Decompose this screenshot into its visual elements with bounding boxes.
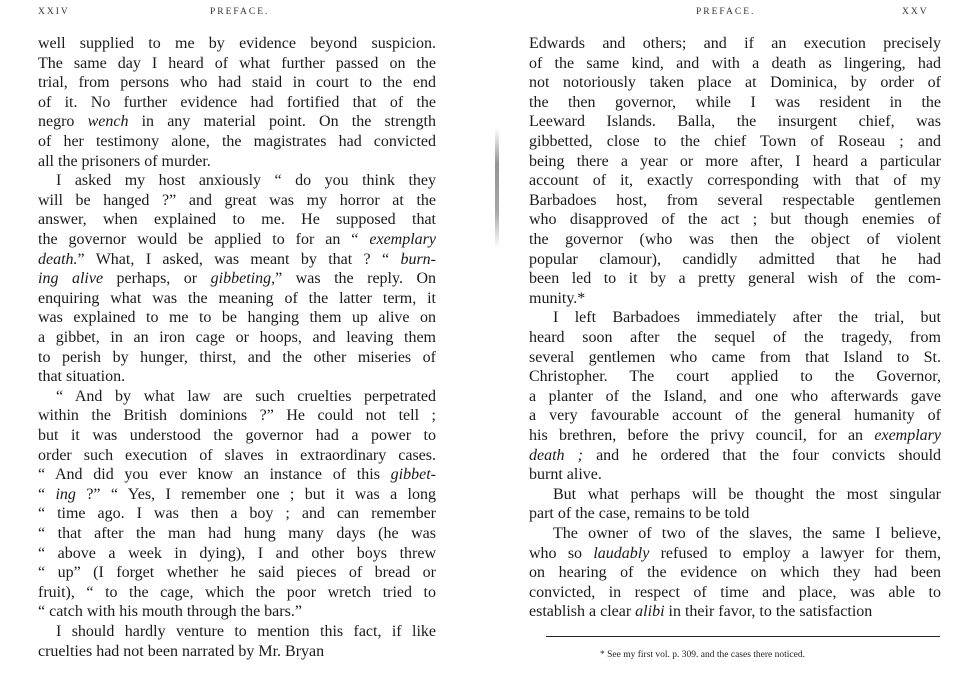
text-line: a very favourable account of the general humanity of — [529, 407, 941, 425]
left-running-head: PREFACE. — [210, 7, 270, 17]
text-line: enquiring what was the meaning of the latter term, it — [38, 289, 436, 307]
text-line: several gentlemen who came from that Island to St. — [529, 348, 941, 366]
text-line: The owner of two of the slaves, the same I believe, — [553, 525, 941, 542]
text-line: cruelties had not been narrated by Mr. Bryan — [38, 642, 325, 660]
text-line: all the prisoners of murder. — [38, 152, 211, 170]
text-line: the governor (who was then the object of violent — [529, 231, 941, 248]
text-line: Barbadoes host, from several respectable gentlemen — [529, 191, 941, 209]
text-line: a gibbet, in an iron cage or hoops, and leaving them — [38, 329, 436, 346]
text-line: I asked my host anxiously “ do you think they — [56, 172, 436, 190]
text-line: gibbetted, close to the chief Town of Roseau ; and — [529, 133, 941, 150]
text-line: his brethren, before the privy council, for an exemplary — [529, 427, 941, 444]
text-line: heard soon after the sequel of the tragedy, from — [529, 329, 941, 346]
text-line: on hearing of the evidence on which they had been — [529, 564, 941, 582]
text-line: “ that after the man had hung many days (he was — [38, 525, 436, 542]
text-line: not notoriously taken place at Dominica, by order of — [529, 74, 941, 92]
text-line: popular clamour), candidly admitted that he had — [529, 250, 941, 268]
text-line: order such execution of slaves in extraordinary cases. — [38, 446, 436, 464]
text-line: “ above a week in dying), I and other boys threw — [38, 544, 436, 562]
text-line: being there a year or more after, I heard a particular — [529, 152, 941, 170]
text-line: “ And by what law are such cruelties perpetrated — [56, 387, 436, 405]
text-line: but it was understood the governor had a power to — [38, 427, 436, 444]
text-line: Edwards and others; and if an execution precisely — [529, 35, 941, 52]
text-line: part of the case, remains to be told — [529, 505, 750, 523]
text-line: who so laudably refused to employ a lawyer for them, — [529, 544, 942, 562]
text-line: answer, when explained to me. He supposed that — [38, 211, 436, 229]
text-line: was explained to me to be hanging them up alive on — [38, 309, 436, 327]
left-page-number: XXIV — [38, 7, 70, 17]
text-line: the then governor, while I was resident in the — [529, 93, 941, 111]
text-line: negro wench in any material point. On the strength — [38, 113, 436, 131]
text-line: burnt alive. — [529, 466, 602, 484]
text-line: I should hardly venture to mention this fact, if like — [56, 623, 436, 640]
text-line: a planter of the Island, and one who afterwards gave — [529, 387, 941, 405]
footnote-rule — [546, 636, 940, 637]
right-page — [490, 0, 980, 699]
text-line: convicted, in respect of time and place, was able to — [529, 583, 941, 601]
right-page-number: XXV — [902, 7, 929, 17]
text-line: fruit), “ to the cage, which the poor wretch tried to — [38, 583, 436, 601]
text-line: Leeward Islands. Balla, the insurgent chief, was — [529, 113, 941, 131]
text-line: establish a clear alibi in their favor, to the satisfaction — [529, 603, 873, 621]
text-line: who disapproved of the act ; but though enemies of — [529, 211, 941, 229]
text-line: of it. No further evidence had fortified that of the — [38, 93, 436, 111]
text-line: will be hanged ?” and great was my horror at the — [38, 191, 436, 209]
text-line: Christopher. The court applied to the Governor, — [529, 368, 941, 386]
text-line: trial, from persons who had staid in court to the end — [38, 74, 436, 92]
text-line: ing alive perhaps, or gibbeting,” was the reply. On — [38, 270, 436, 288]
footnote: * See my first vol. p. 309. and the cases there noticed. — [600, 650, 805, 660]
text-line: within the British dominions ?” He could not tell ; — [38, 407, 436, 425]
text-line: of the same kind, and with a death as lingering, had — [529, 54, 941, 72]
text-line: “ up” (I forget whether he said pieces of bread or — [38, 564, 436, 582]
text-line: account of it, exactly corresponding with that of my — [529, 172, 941, 190]
text-line: “ catch with his mouth through the bars.” — [38, 603, 302, 621]
text-line: of her testimony alone, the magistrates had convicted — [38, 133, 436, 150]
text-line: to perish by hunger, thirst, and the other miseries of — [38, 348, 436, 366]
text-line: I left Barbadoes immediately after the trial, but — [553, 309, 941, 327]
text-line: well supplied to me by evidence beyond suspicion. — [38, 35, 436, 52]
text-line: munity.* — [529, 289, 586, 307]
text-line: But what perhaps will be thought the most singular — [553, 485, 941, 503]
right-running-head: PREFACE. — [696, 7, 756, 17]
text-line: that situation. — [38, 368, 126, 386]
text-line: death ; and he ordered that the four convicts should — [529, 446, 942, 464]
text-line: been led to it by a pretty general wish of the com- — [529, 270, 941, 288]
text-line: The same day I heard of what further passed on the — [38, 54, 436, 72]
text-line: “ time ago. I was then a boy ; and can remember — [38, 505, 436, 523]
text-line: death.” What, I asked, was meant by that ? “ burn- — [38, 250, 436, 268]
text-line: “ And did you ever know an instance of this gibbet- — [38, 466, 436, 484]
text-line: “ ing ?” “ Yes, I remember one ; but it was a long — [38, 485, 436, 503]
text-line: the governor would be applied to for an “ exemplary — [38, 231, 436, 248]
